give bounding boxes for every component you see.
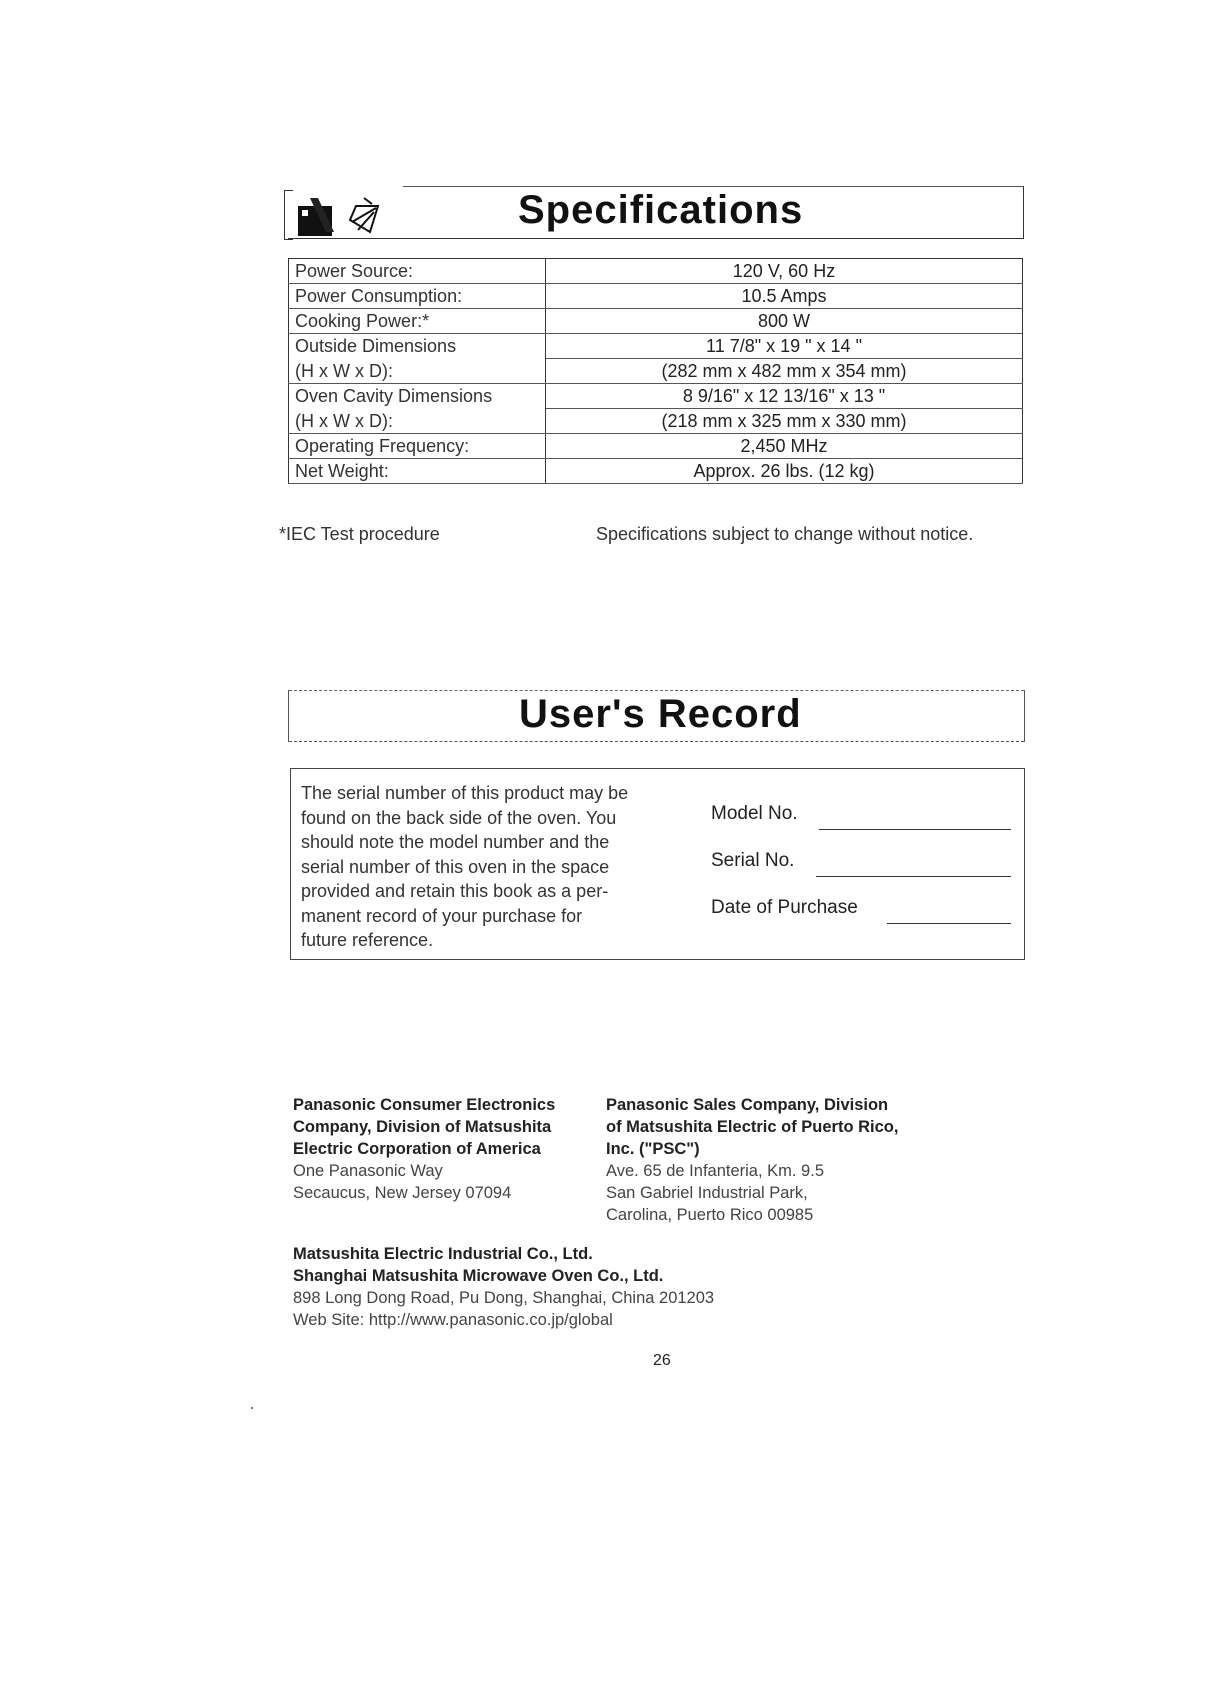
company-name-line: Panasonic Sales Company, Division — [606, 1096, 889, 1114]
spec-value: (218 mm x 325 mm x 330 mm) — [546, 409, 1023, 434]
record-instructions-line: The serial number of this product may be — [301, 783, 629, 803]
company-name-line: Shanghai Matsushita Microwave Oven Co., Ltd. — [293, 1267, 664, 1285]
serial-no-blank[interactable] — [816, 876, 1011, 877]
company-name-line: Electric Corporation of America — [293, 1140, 541, 1158]
spec-value: 2,450 MHz — [546, 434, 1023, 459]
specifications-table — [288, 258, 1023, 484]
company-name-line: Matsushita Electric Industrial Co., Ltd. — [293, 1245, 593, 1263]
address-line: Secaucus, New Jersey 07094 — [293, 1184, 512, 1202]
record-instructions-line: found on the back side of the oven. You — [301, 807, 617, 828]
record-instructions-line: serial number of this oven in the space — [301, 856, 610, 877]
spec-row — [289, 309, 1023, 334]
users-record-header — [288, 690, 1025, 742]
page-title: Specifications — [518, 188, 804, 232]
page-number: 26 — [653, 1352, 671, 1369]
scan-speck — [251, 1407, 253, 1409]
spec-label: (H x W x D): — [289, 409, 546, 434]
specifications-notice: Specifications subject to change without notice. — [596, 524, 974, 544]
spec-row — [289, 459, 1023, 484]
address-line: Ave. 65 de Infanteria, Km. 9.5 — [606, 1162, 824, 1180]
date-of-purchase-blank[interactable] — [887, 923, 1011, 924]
spec-row — [289, 359, 1023, 384]
address-panasonic-consumer — [293, 1094, 555, 1204]
spec-label: Oven Cavity Dimensions — [289, 384, 546, 409]
spec-row — [289, 334, 1023, 359]
spec-row — [289, 384, 1023, 409]
record-instructions-line: manent record of your purchase for — [301, 905, 583, 926]
header-rule — [403, 186, 1023, 187]
specifications-header — [288, 186, 1024, 239]
record-instructions-line: future reference. — [301, 930, 434, 950]
model-no-field[interactable] — [711, 803, 1011, 850]
company-name-line: of Matsushita Electric of Puerto Rico, — [606, 1118, 899, 1136]
spec-label: Power Source: — [289, 259, 546, 284]
company-name-line: Inc. ("PSC") — [606, 1140, 700, 1158]
address-panasonic-sales — [606, 1094, 898, 1226]
record-instructions-line: should note the model number and the — [301, 832, 610, 852]
company-name-line: Company, Division of Matsushita — [293, 1118, 552, 1136]
spec-value: 800 W — [546, 309, 1023, 334]
spec-row — [289, 259, 1023, 284]
spec-row — [289, 409, 1023, 434]
address-line: 898 Long Dong Road, Pu Dong, Shanghai, China 201203 — [293, 1289, 715, 1307]
model-no-label: Model No. — [711, 803, 798, 824]
address-matsushita — [293, 1243, 714, 1331]
spec-label: Net Weight: — [289, 459, 546, 484]
company-name-line: Panasonic Consumer Electronics — [293, 1096, 556, 1114]
spec-label: Outside Dimensions — [289, 334, 546, 359]
serial-no-label: Serial No. — [711, 850, 795, 871]
spec-row — [289, 434, 1023, 459]
address-line: San Gabriel Industrial Park, — [606, 1184, 808, 1202]
spec-label: Power Consumption: — [289, 284, 546, 309]
website-line: Web Site: http://www.panasonic.co.jp/global — [293, 1311, 613, 1329]
spec-label: Cooking Power:* — [289, 309, 546, 334]
test-procedure-footnote: *IEC Test procedure — [279, 524, 440, 544]
record-instructions-line: provided and retain this book as a per- — [301, 881, 609, 901]
header-rule — [289, 741, 1024, 742]
spec-value: 120 V, 60 Hz — [546, 259, 1023, 284]
date-of-purchase-field[interactable] — [711, 897, 1011, 944]
spec-label: Operating Frequency: — [289, 434, 546, 459]
date-of-purchase-label: Date of Purchase — [711, 897, 858, 918]
section-title: User's Record — [519, 692, 802, 736]
specifications-icon — [296, 192, 406, 238]
header-bracket — [284, 190, 293, 240]
spec-row — [289, 284, 1023, 309]
record-instructions — [301, 781, 661, 953]
spec-label: (H x W x D): — [289, 359, 546, 384]
users-record-box — [290, 768, 1025, 960]
header-rule — [289, 690, 1024, 691]
spec-value: (282 mm x 482 mm x 354 mm) — [546, 359, 1023, 384]
record-fields — [711, 803, 1011, 944]
address-line: Carolina, Puerto Rico 00985 — [606, 1206, 814, 1224]
address-line: One Panasonic Way — [293, 1162, 443, 1180]
spec-value: 10.5 Amps — [546, 284, 1023, 309]
spec-value: 8 9/16" x 12 13/16" x 13 " — [546, 384, 1023, 409]
spec-value: Approx. 26 lbs. (12 kg) — [546, 459, 1023, 484]
serial-no-field[interactable] — [711, 850, 1011, 897]
spec-value: 11 7/8" x 19 " x 14 " — [546, 334, 1023, 359]
model-no-blank[interactable] — [819, 829, 1011, 830]
